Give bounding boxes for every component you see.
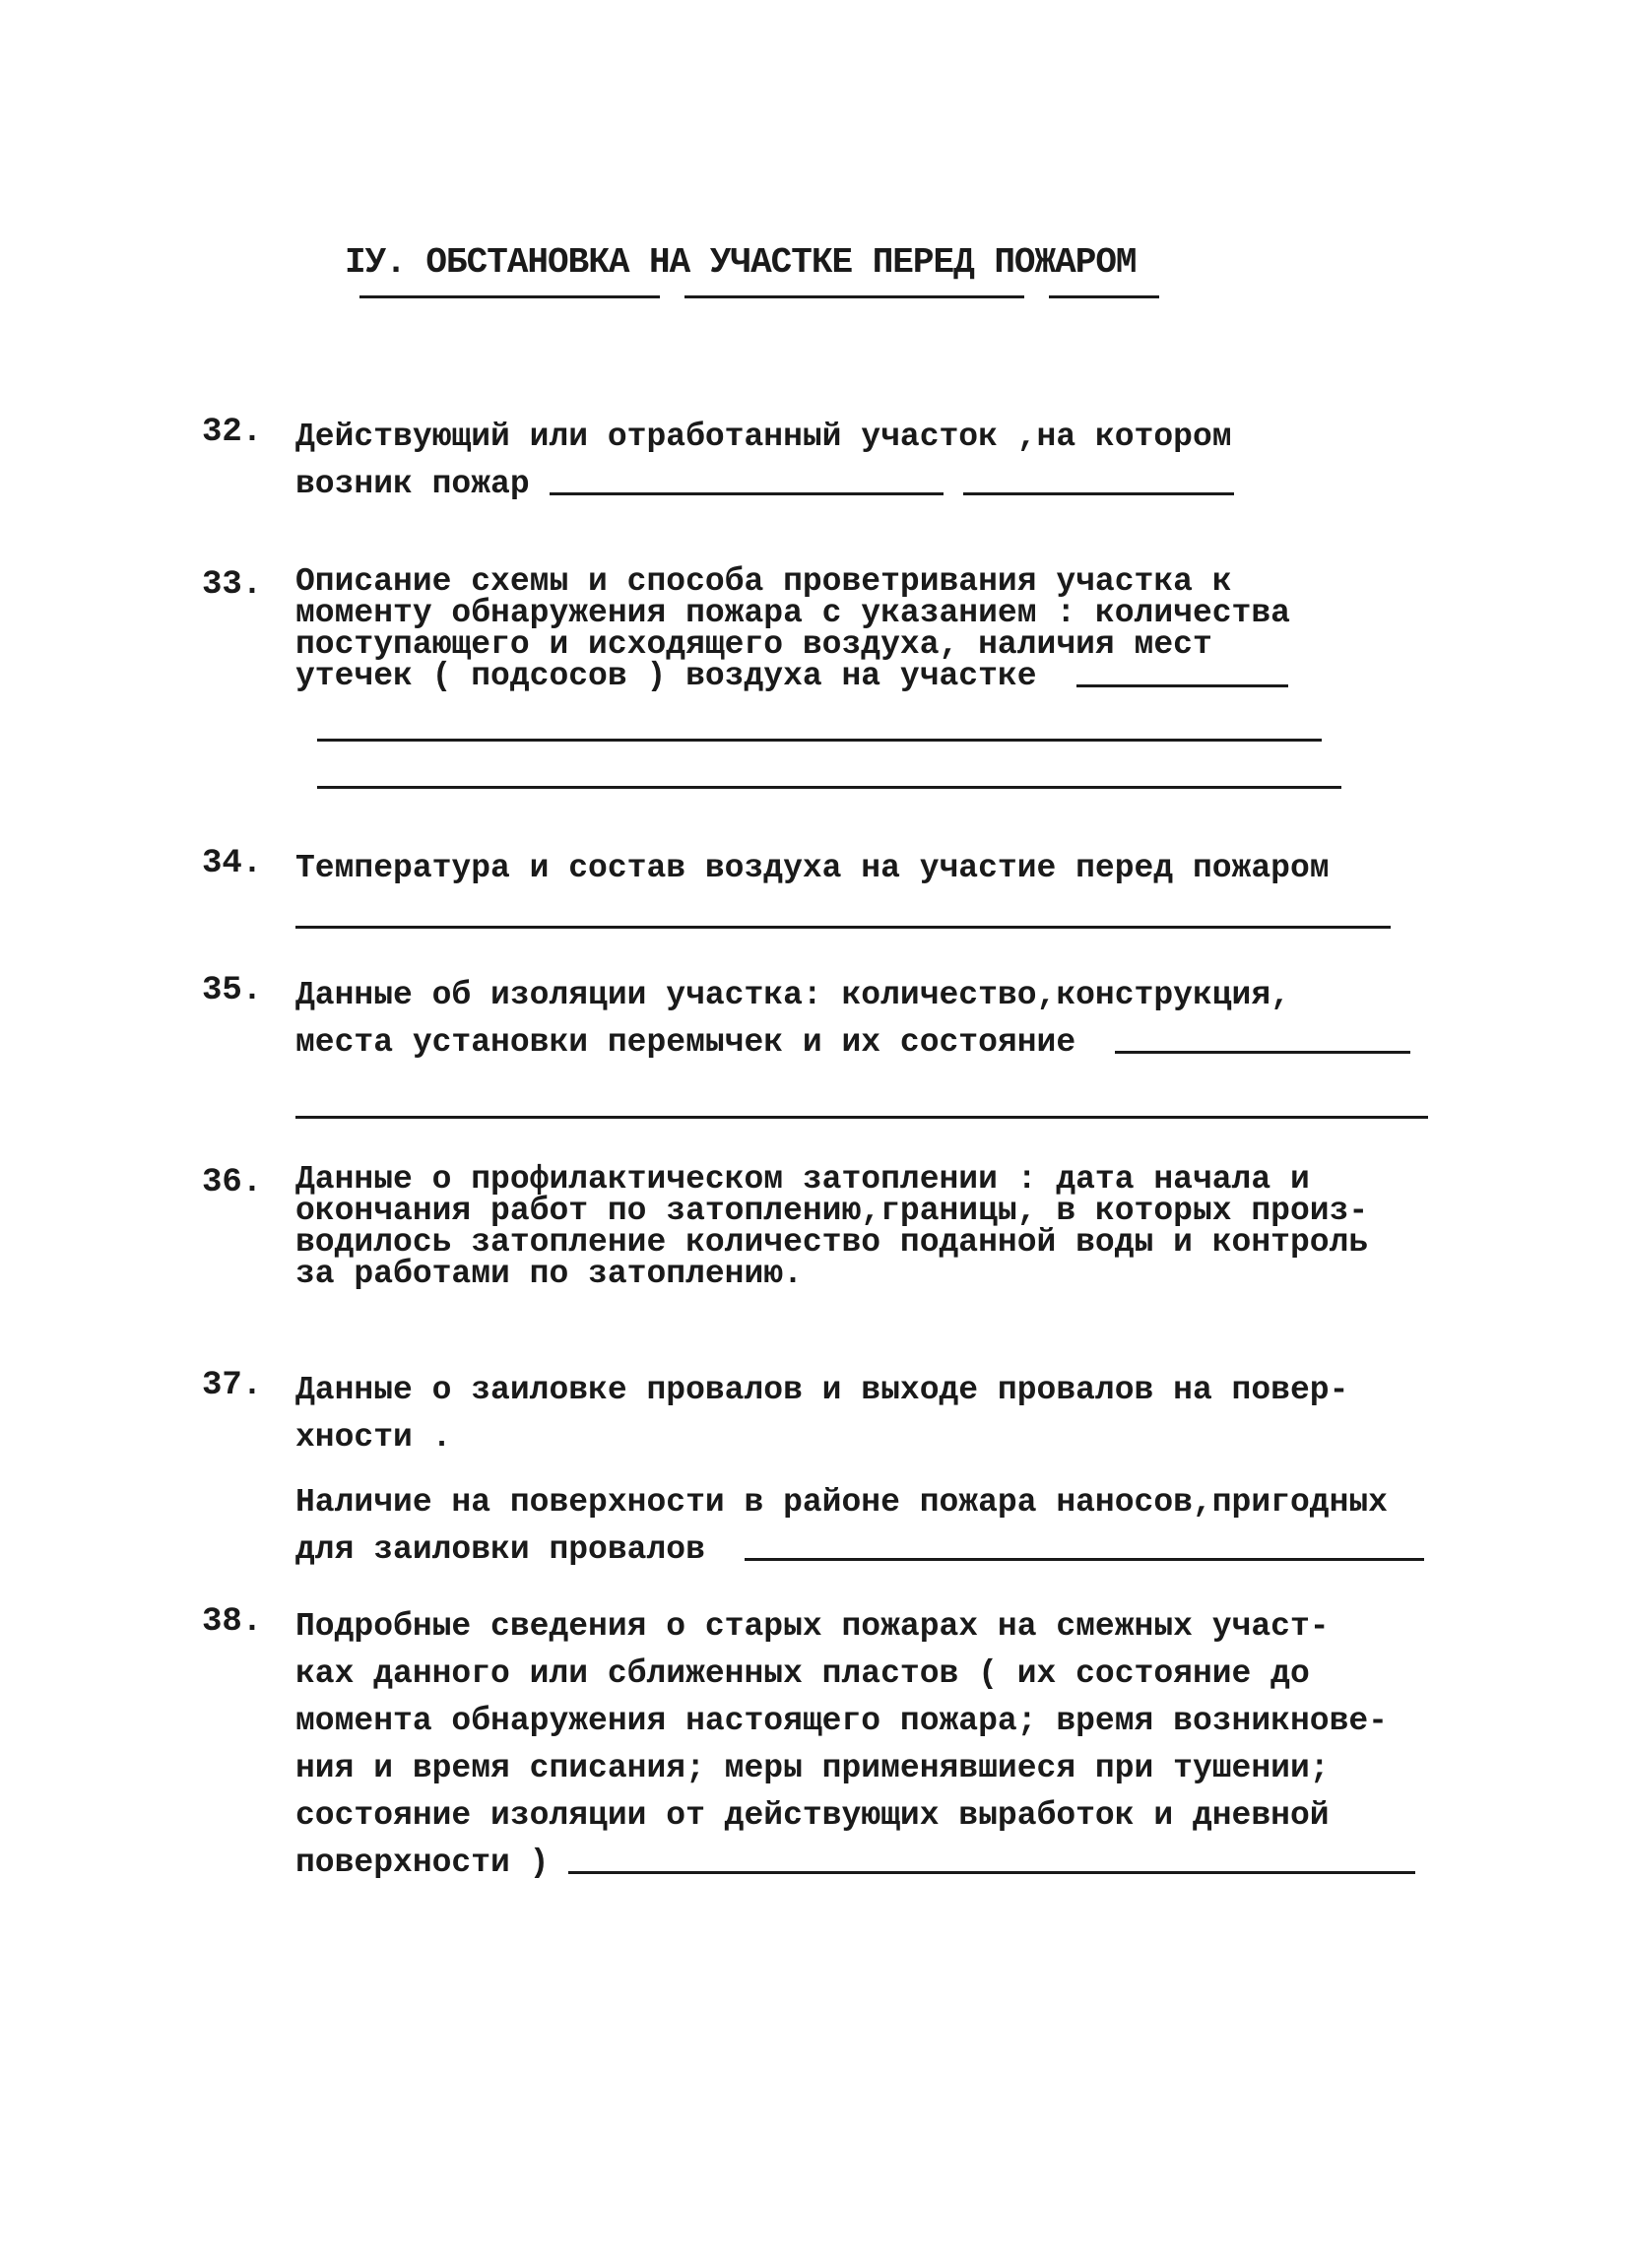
answer-line[interactable] xyxy=(317,739,1322,742)
form-item-36 xyxy=(202,1161,1428,1292)
item-number: 38. xyxy=(202,1603,263,1641)
form-item-33 xyxy=(202,563,1428,694)
item-text-line: Описание схемы и способа проветривания участка к xyxy=(295,563,1232,600)
item-number: 37. xyxy=(202,1367,263,1404)
title-underline xyxy=(684,295,1024,298)
item-text-line: Действующий или отработанный участок ,на котором xyxy=(295,419,1232,455)
item-text-line xyxy=(295,658,1428,694)
item-text-line: ках данного или сближенных пластов ( их состояние до xyxy=(295,1655,1310,1692)
spacer xyxy=(295,1461,1428,1479)
item-text-line: Данные об изоляции участка: количество,конструкция, xyxy=(295,977,1290,1013)
item-text-line: Данные о заиловке провалов и выходе провалов на повер- xyxy=(295,1372,1349,1408)
item-number: 34. xyxy=(202,845,263,882)
item-text-line xyxy=(295,1840,1428,1887)
item-text: возник пожар xyxy=(295,466,530,502)
item-text-line: ния и время списания; меры применявшиеся при тушении; xyxy=(295,1750,1330,1786)
answer-line[interactable] xyxy=(317,786,1341,789)
item-text-line: водилось затопление количество поданной воды и контроль xyxy=(295,1224,1369,1261)
item-text-line: за работами по затоплению. xyxy=(295,1256,803,1292)
form-item-37 xyxy=(202,1367,1428,1574)
item-number: 36. xyxy=(202,1164,263,1201)
answer-blank[interactable] xyxy=(1115,1051,1410,1054)
item-text: места установки перемычек и их состояние xyxy=(295,1024,1076,1061)
form-item-35 xyxy=(202,972,1428,1067)
item-text-line xyxy=(295,461,1428,508)
item-text-line: Температура и состав воздуха на участие перед пожаром xyxy=(295,850,1330,886)
item-text: для заиловки провалов xyxy=(295,1531,705,1568)
item-text-line: Наличие на поверхности в районе пожара наносов,пригодных xyxy=(295,1484,1388,1521)
item-text-line xyxy=(295,1019,1428,1067)
item-text: поверхности ) xyxy=(295,1845,550,1881)
form-item-38 xyxy=(202,1603,1428,1887)
item-number: 35. xyxy=(202,972,263,1009)
item-text-line: моменту обнаружения пожара с указанием : количества xyxy=(295,595,1290,631)
item-text-line: Подробные сведения о старых пожарах на смежных участ- xyxy=(295,1608,1330,1645)
item-text-line: состояние изоляции от действующих выработок и дневной xyxy=(295,1797,1330,1834)
answer-line[interactable] xyxy=(295,926,1391,929)
answer-blank[interactable] xyxy=(745,1558,1424,1561)
item-text-line: момента обнаружения настоящего пожара; время возникнове- xyxy=(295,1703,1388,1739)
item-text-line: окончания работ по затоплению,границы, в которых произ- xyxy=(295,1193,1369,1229)
item-text: утечек ( подсосов ) воздуха на участке xyxy=(295,658,1037,694)
form-item-34 xyxy=(202,845,1428,892)
section-title: ІУ. ОБСТАНОВКА НА УЧАСТКЕ ПЕРЕД ПОЖАРОМ xyxy=(345,242,1137,283)
answer-blank[interactable] xyxy=(568,1871,1415,1874)
item-number: 32. xyxy=(202,414,263,451)
answer-blank[interactable] xyxy=(963,492,1234,495)
title-underline xyxy=(1049,295,1159,298)
item-text-line: хности . xyxy=(295,1419,452,1456)
answer-blank[interactable] xyxy=(550,492,944,495)
item-text-line xyxy=(295,1526,1428,1574)
item-text-line: Данные о профилактическом затоплении : дата начала и xyxy=(295,1161,1310,1198)
item-text-line: поступающего и исходящего воздуха, наличия мест xyxy=(295,626,1212,663)
title-underline xyxy=(359,295,660,298)
answer-line[interactable] xyxy=(295,1116,1428,1119)
answer-blank[interactable] xyxy=(1076,684,1288,687)
item-number: 33. xyxy=(202,566,263,604)
form-item-32 xyxy=(202,414,1428,508)
